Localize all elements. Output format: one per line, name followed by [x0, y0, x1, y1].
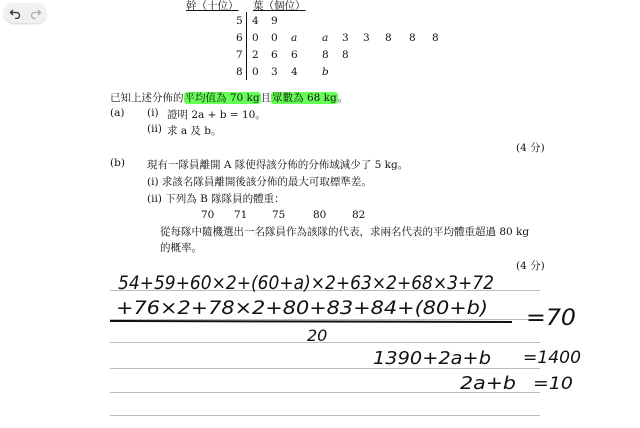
part-a-label: (a): [110, 107, 125, 119]
leaf-value: 8: [342, 49, 349, 61]
leaf-value: 0: [252, 66, 259, 78]
marks-b: (4 分): [516, 260, 545, 272]
leaf-value: 3: [363, 32, 370, 44]
leaf-value: 0: [271, 32, 278, 44]
b-weight-value: 71: [234, 209, 248, 221]
part-a-ii-label: (ii): [147, 123, 162, 135]
part-b-text: 現有一隊員離開 A 隊使得該分佈的分佈域減少了 5 kg。: [147, 159, 409, 171]
part-b-label: (b): [110, 157, 125, 169]
intro-suffix: 。: [337, 92, 349, 104]
leaf-value: 8: [322, 49, 329, 61]
leaf-header: 葉（個位）: [253, 0, 306, 12]
b-weight-value: 80: [313, 209, 327, 221]
part-a-ii-text: 求 a 及 b。: [167, 125, 222, 137]
leaf-value: 8: [432, 32, 439, 44]
leaf-value: 4: [291, 66, 298, 78]
stem-header: 幹（十位）: [186, 0, 239, 12]
handwritten-equals-1400: =1400: [523, 348, 581, 368]
part-b-line-1: 從每隊中隨機選出一名隊員作為該隊的代表，求兩名代表的平均體重超過 80 kg: [160, 226, 530, 238]
intro-middle: 且: [260, 92, 272, 104]
handwritten-denominator: 20: [307, 326, 328, 345]
part-a-i-label: (i): [147, 107, 159, 119]
leaf-value: 3: [271, 66, 278, 78]
leaf-value: 3: [342, 32, 349, 44]
leaf-value: 8: [409, 32, 416, 44]
leaf-value: 8: [385, 32, 392, 44]
leaf-value: 2: [252, 49, 259, 61]
part-a-i-text: 證明 2a + b = 10。: [167, 109, 266, 121]
stem-value: 6: [236, 32, 243, 44]
fraction-bar: [110, 321, 512, 322]
leaf-value: a: [322, 32, 329, 44]
part-b-ii-text: (ii) 下列為 B 隊隊員的體重：: [147, 193, 285, 205]
b-weight-value: 75: [272, 209, 286, 221]
leaf-value: a: [291, 32, 298, 44]
part-b-i-text: (i) 求該名隊員離開後該分佈的最大可取標準差。: [147, 176, 372, 188]
handwritten-line-3: 1390+2a+b: [373, 348, 491, 369]
part-b-line-2: 的概率。: [160, 242, 202, 254]
leaf-value: 6: [291, 49, 298, 61]
b-weight-value: 70: [201, 209, 215, 221]
stem-value: 7: [236, 49, 243, 61]
intro-prefix: 已知上述分佈的: [110, 92, 184, 104]
leaf-value: 6: [271, 49, 278, 61]
highlight-mean: 平均值為 70 kg: [184, 92, 260, 104]
leaf-value: 9: [271, 15, 278, 27]
leaf-value: 0: [252, 32, 259, 44]
stem-value: 5: [236, 15, 243, 27]
b-weight-value: 82: [352, 209, 366, 221]
stem-value: 8: [236, 66, 243, 78]
leaf-value: 4: [252, 15, 259, 27]
handwritten-numerator-line-2: +76×2+78×2+80+83+84+(80+b): [116, 297, 488, 319]
highlight-mode: 眾數為 68 kg: [272, 92, 337, 104]
handwritten-numerator-line-1: 54+59+60×2+(60+a)×2+63×2+68×3+72: [118, 272, 494, 294]
marks-a: (4 分): [516, 142, 545, 154]
leaf-value: b: [322, 66, 329, 78]
handwritten-equals-10: =10: [533, 374, 573, 394]
handwritten-line-4: 2a+b: [460, 373, 516, 394]
handwritten-equals-70: =70: [526, 306, 576, 331]
